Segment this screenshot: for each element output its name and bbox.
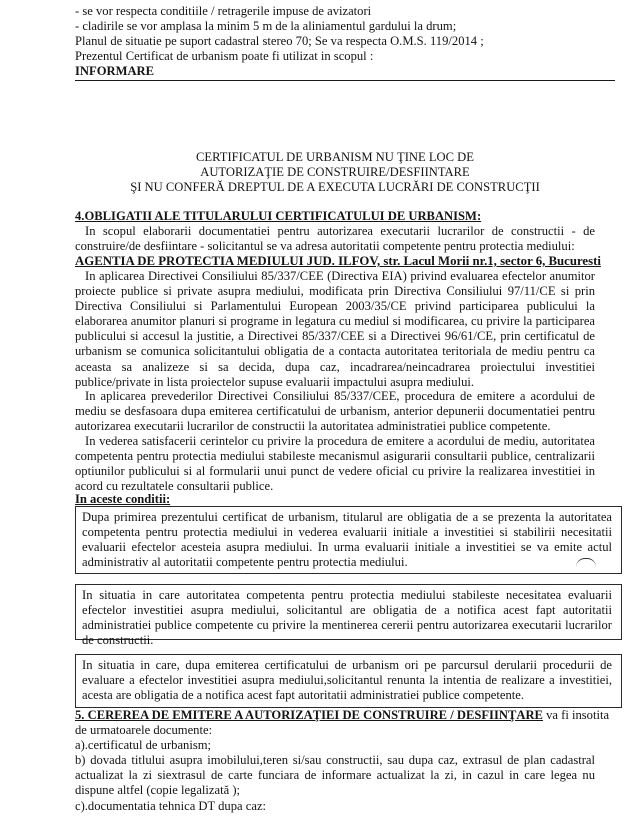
condition-box-text: In situatia in care, dupa emiterea certificatului de urbanism ori pe parcursul derularii procedurii de evaluare a efectelor investitiei asupra mediului,solicitantul renunta la intentia de realizare a investitiei, acesta are obligatia de a notifica acest fapt autoritatii administratiei publice competente. <box>82 658 612 703</box>
condition-line: - cladirile se vor amplasa la minim 5 m de la aliniamentul gardului la drum; <box>75 19 457 33</box>
section4-intro: In scopul elaborarii documentatiei pentru autorizarea executarii lucrarilor de constructii - de construire/de desfiintare - solicitantul se va adresa autoritatii competente pentru protectia mediului: <box>75 224 595 254</box>
section5-tail: va fi insotita <box>542 708 610 722</box>
informare-label: INFORMARE <box>75 64 155 78</box>
conditions-heading: In aceste conditii: <box>75 492 171 506</box>
section5-heading: 5. CEREREA DE EMITERE A AUTORIZAŢIEI DE CONSTRUIRE / DESFIINŢARE <box>75 708 543 722</box>
paragraph-eia: In aplicarea Directivei Consiliului 85/337/CEE (Directiva EIA) privind evaluarea efectelor anumitor proiecte publice si private asupra mediului, modificata prin Directiva Consiliului 97/11/CE si prin Directiva Consiliului si Parlamentului European 2003/35/CE privind participarea publicului la elaborarea anumitor planuri si programe in legatura cu mediul si modificarea, cu privire la participarea publicului si accesul la justitie, a Directivei 85/337/CEE si a Directivei 96/61/CE, prin certificatul de urbanism se comunica solicitantului obligatia de a contacta autoritatea teritoriala de mediu pentru ca aceasta sa analizeze si sa decida, dupa caz, incadrarea/neincadrarea proiectului investitiei publice/private in lista proiectelor supuse evaluarii impactului asupra mediului. <box>75 269 595 389</box>
section5-line2: de urmatoarele documente: <box>75 723 213 737</box>
condition-line: - se vor respecta conditiile / retragerile impuse de avizatori <box>75 4 372 18</box>
list-item-a: a).certificatul de urbanism; <box>75 738 212 752</box>
informare-rule <box>75 80 615 81</box>
condition-box-renunciation <box>75 654 622 708</box>
paragraph-consultation: In vederea satisfacerii cerintelor cu privire la procedura de emitere a acordului de mediu, autoritatea competenta pentru protectia mediului stabileste mecanismul asigurarii consultarii publice, centralizarii optiunilor publicului si al formularii unui punct de vedere oficial cu privire la realizarea investitiei in acord cu rezultatele consultarii publice. <box>75 434 595 494</box>
section5-line <box>75 708 609 723</box>
scan-mark <box>576 558 596 567</box>
condition-line: Planul de situatie pe suport cadastral stereo 70; Se va respecta O.M.S. 119/2014 ; <box>75 34 484 48</box>
notice-line: AUTORIZAŢIE DE CONSTRUIRE/DESFIINTARE <box>200 165 470 179</box>
notice-line: CERTIFICATUL DE URBANISM NU ŢINE LOC DE <box>196 150 474 164</box>
paragraph-procedure: In aplicarea prevederilor Directivei Consiliului 85/337/CEE, procedura de emitere a acordului de mediu se desfasoara dupa emiterea certificatului de urbanism, anterior depunerii documentatiei pentru autorizarea executarii lucrarilor de constructii la autoritatea administratiei publice competente. <box>75 389 595 434</box>
notice-line: ŞI NU CONFERĂ DREPTUL DE A EXECUTA LUCRĂRI DE CONSTRUCŢII <box>130 180 540 194</box>
condition-box-text: Dupa primirea prezentului certificat de urbanism, titularul are obligatia de a se prezenta la autoritatea competenta pentru protectia mediului in vederea evaluarii initiale a investitiei si stabilirii necesitatii evaluarii efectelor acesteia asupra mediului. In urma evaluarii initiale a investitiei se va emite actul administrativ al autoritatii competente pentru protectia mediului. <box>82 510 612 570</box>
list-item-b: b) dovada titlului asupra imobilului,teren si/sau constructii, sau dupa caz, extrasul de plan cadastral actualizat la zi siextrasul de carte funciara de informare actualizat la zi, in cazul in care legea nu dispune altfel (copie legalizată ); <box>75 753 595 798</box>
condition-box-initial-evaluation <box>75 506 622 574</box>
section4-heading: 4.OBLIGATII ALE TITULARULUI CERTIFICATULUI DE URBANISM: <box>75 209 482 223</box>
condition-box-text: In situatia in care autoritatea competenta pentru protectia mediului stabileste necesitatea evaluarii efectelor investitiei asupra mediului, solicitantul are obligatia de a notifica acest fapt autoritatii administratiei publice competente cu privire la mentinerea cererii pentru autorizarea executarii lucrarilor de constructii. <box>82 588 612 648</box>
list-item-c: c).documentatia tehnica DT dupa caz: <box>75 799 267 813</box>
condition-box-notification <box>75 584 622 648</box>
condition-line: Prezentul Certificat de urbanism poate fi utilizat in scopul : <box>75 49 374 63</box>
agency-address: AGENTIA DE PROTECTIA MEDIULUI JUD. ILFOV, str. Lacul Morii nr.1, sector 6, Bucuresti <box>75 254 601 268</box>
